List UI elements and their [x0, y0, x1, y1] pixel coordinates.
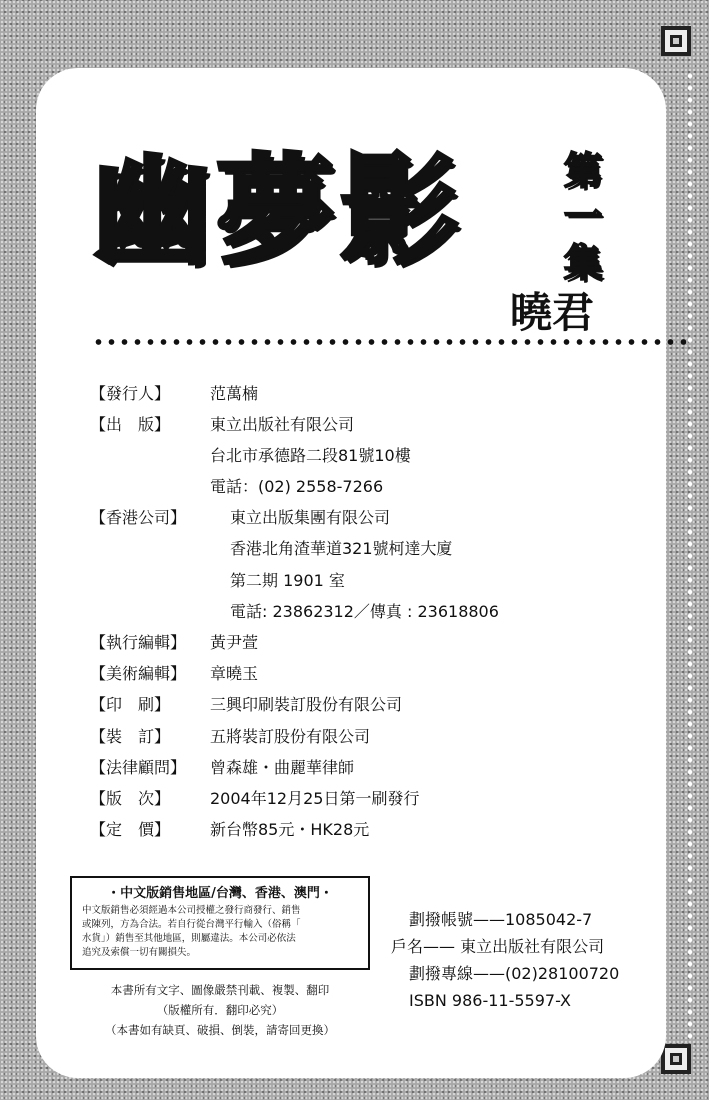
credit-value: 電話: 23862312／傳真 : 23618806: [230, 601, 499, 621]
credit-row: [90, 721, 610, 749]
credit-row: [90, 659, 610, 687]
credit-label: 【香港公司】: [90, 508, 187, 528]
account-holder: 戶名—— 東立出版社有限公司: [391, 937, 605, 956]
credit-value: 五將裝訂股份有限公司: [210, 726, 371, 746]
credit-label: 【裝 訂】: [90, 726, 171, 746]
credit-value: 第二期 1901 室: [230, 570, 345, 590]
credit-value: 范萬楠: [210, 383, 259, 403]
credit-value: 黃尹萱: [210, 633, 259, 652]
credit-label: 【發行人】: [90, 383, 171, 403]
corner-ornament-icon: [661, 1044, 691, 1074]
sales-region-notice: [70, 876, 370, 970]
volume-char: 集: [563, 240, 602, 285]
credit-label: 【版 次】: [90, 788, 171, 808]
credit-value: 新台幣85元・HK28元: [210, 820, 370, 840]
notice-line: 追究及索償一切有關損失。: [82, 947, 197, 958]
credit-label: 【執行編輯】: [90, 633, 187, 652]
notice-line: 中文版銷售必須經過本公司授權之發行商發行、銷售: [82, 905, 301, 916]
dotted-divider: [92, 338, 692, 346]
notice-body: [82, 904, 358, 960]
credit-row: [90, 815, 610, 843]
credit-row: [90, 565, 610, 593]
credit-row: [90, 503, 610, 531]
credit-row: [90, 472, 610, 500]
notice-line: 水貨」）銷售至其他地區，則屬違法。本公司必依法: [82, 933, 296, 944]
credit-value: 東立出版社有限公司: [210, 414, 355, 434]
credit-label: 【法律顧問】: [90, 757, 187, 777]
credit-row: [90, 628, 610, 656]
isbn: ISBN 986-11-5597-X: [409, 991, 572, 1010]
credit-row: [90, 440, 610, 468]
notice-heading: ・中文版銷售地區/台灣、香港、澳門・: [107, 886, 333, 901]
credit-row: [90, 752, 610, 780]
credit-value: 章曉玉: [210, 664, 259, 684]
corner-ornament-icon: [661, 26, 691, 56]
payment-info: [391, 906, 661, 1014]
credit-value: 三興印刷裝訂股份有限公司: [210, 695, 403, 715]
credit-row: [90, 596, 610, 624]
credit-row: [90, 534, 610, 562]
credit-label: 【定 價】: [90, 820, 171, 840]
author-name: 曉君: [509, 288, 594, 337]
credit-row: [90, 783, 610, 811]
copyright-line: 本書所有文字、圖像嚴禁刊載、複製、翻印: [110, 983, 330, 997]
credit-label: 【美術編輯】: [90, 664, 187, 684]
credit-label: 【出 版】: [90, 414, 171, 434]
copyright-line: （版權所有．翻印必究）: [156, 1003, 284, 1017]
credit-value: 曾森雄・曲麗華律師: [210, 757, 355, 777]
credit-label: 【印 刷】: [90, 695, 171, 715]
dotted-rail-decoration: [685, 70, 695, 1040]
credit-value: 台北市承德路二段81號10樓: [210, 445, 411, 465]
volume-badge: [544, 142, 622, 292]
book-title: 幽夢影: [92, 141, 465, 280]
credits-list: [90, 378, 610, 846]
credit-row: [90, 378, 610, 406]
copyright-note: [70, 980, 370, 1040]
title-block: [92, 142, 612, 292]
postal-account: 劃撥帳號——1085042-7: [409, 910, 593, 929]
notice-line: 或陳列，方為合法。若自行從台灣平行輸入（俗稱「: [82, 919, 301, 930]
volume-char: 第: [563, 148, 602, 193]
credit-value: 東立出版集團有限公司: [230, 508, 391, 528]
volume-char: 一: [563, 194, 602, 239]
payment-hotline: 劃撥專線——(02)28100720: [409, 964, 620, 983]
credit-row: [90, 409, 610, 437]
colophon-page: [36, 68, 666, 1078]
copyright-line: （本書如有缺頁、破損、倒裝，請寄回更換）: [105, 1023, 335, 1037]
credit-row: [90, 690, 610, 718]
credit-value: 電話：(02) 2558-7266: [210, 477, 384, 497]
credit-value: 2004年12月25日第一刷發行: [210, 788, 420, 808]
credit-value: 香港北角渣華道321號柯達大廈: [230, 539, 453, 559]
